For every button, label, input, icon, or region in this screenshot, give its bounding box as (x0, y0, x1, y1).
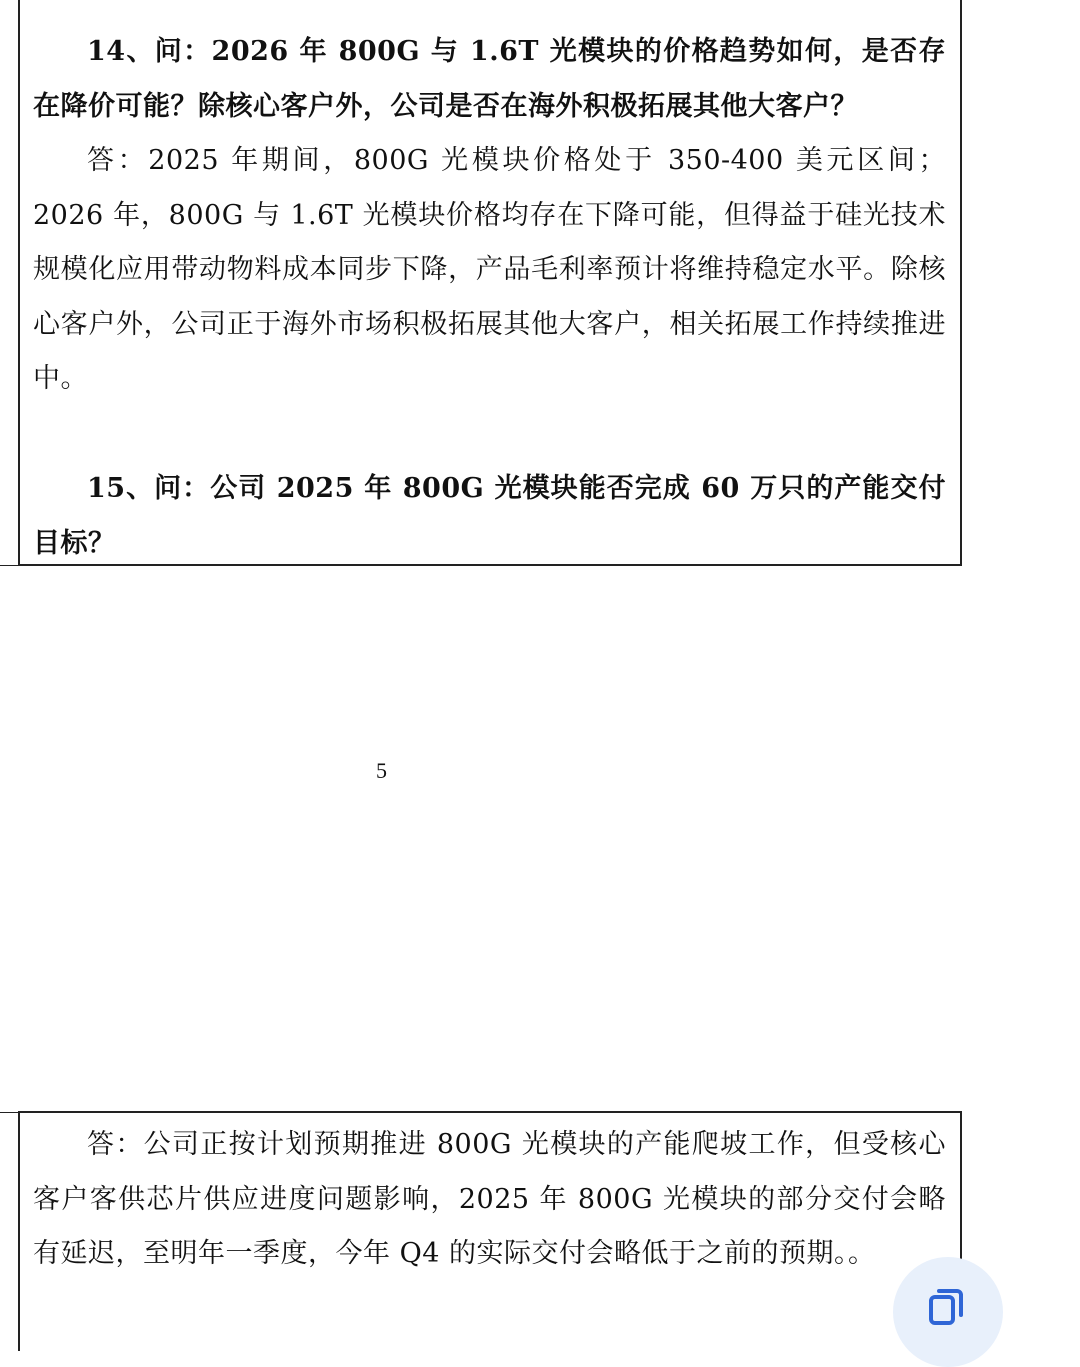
floating-copy-button[interactable] (893, 1257, 1003, 1367)
page-number: 5 (376, 758, 387, 783)
page-edge-line (0, 1112, 18, 1113)
answer-14: 答：2025 年期间，800G 光模块价格处于 350-400 美元区间；2026 年，800G 与 1.6T 光模块价格均存在下降可能，但得益于硅光技术规模化应用带动物料成本同步下降，产品毛利率预计将维持稳定水平。除核心客户外，公司正于海外市场积极拓展其他大客户，相关拓展工作持续推进中。 (33, 145, 946, 394)
answer-15: 答：公司正按计划预期推进 800G 光模块的产能爬坡工作，但受核心客户客供芯片供应进度问题影响，2025 年 800G 光模块的部分交付会略有延迟，至明年一季度，今年 Q4 的实际交付会略低于之前的预期。。 (33, 1129, 946, 1269)
page-edge-line (0, 565, 18, 566)
copy-icon (927, 1285, 971, 1329)
question-14: 14、问：2026 年 800G 与 1.6T 光模块的价格趋势如何，是否存在降价可能？除核心客户外，公司是否在海外积极拓展其他大客户？ (33, 36, 946, 122)
question-15: 15、问：公司 2025 年 800G 光模块能否完成 60 万只的产能交付目标？ (33, 473, 946, 559)
